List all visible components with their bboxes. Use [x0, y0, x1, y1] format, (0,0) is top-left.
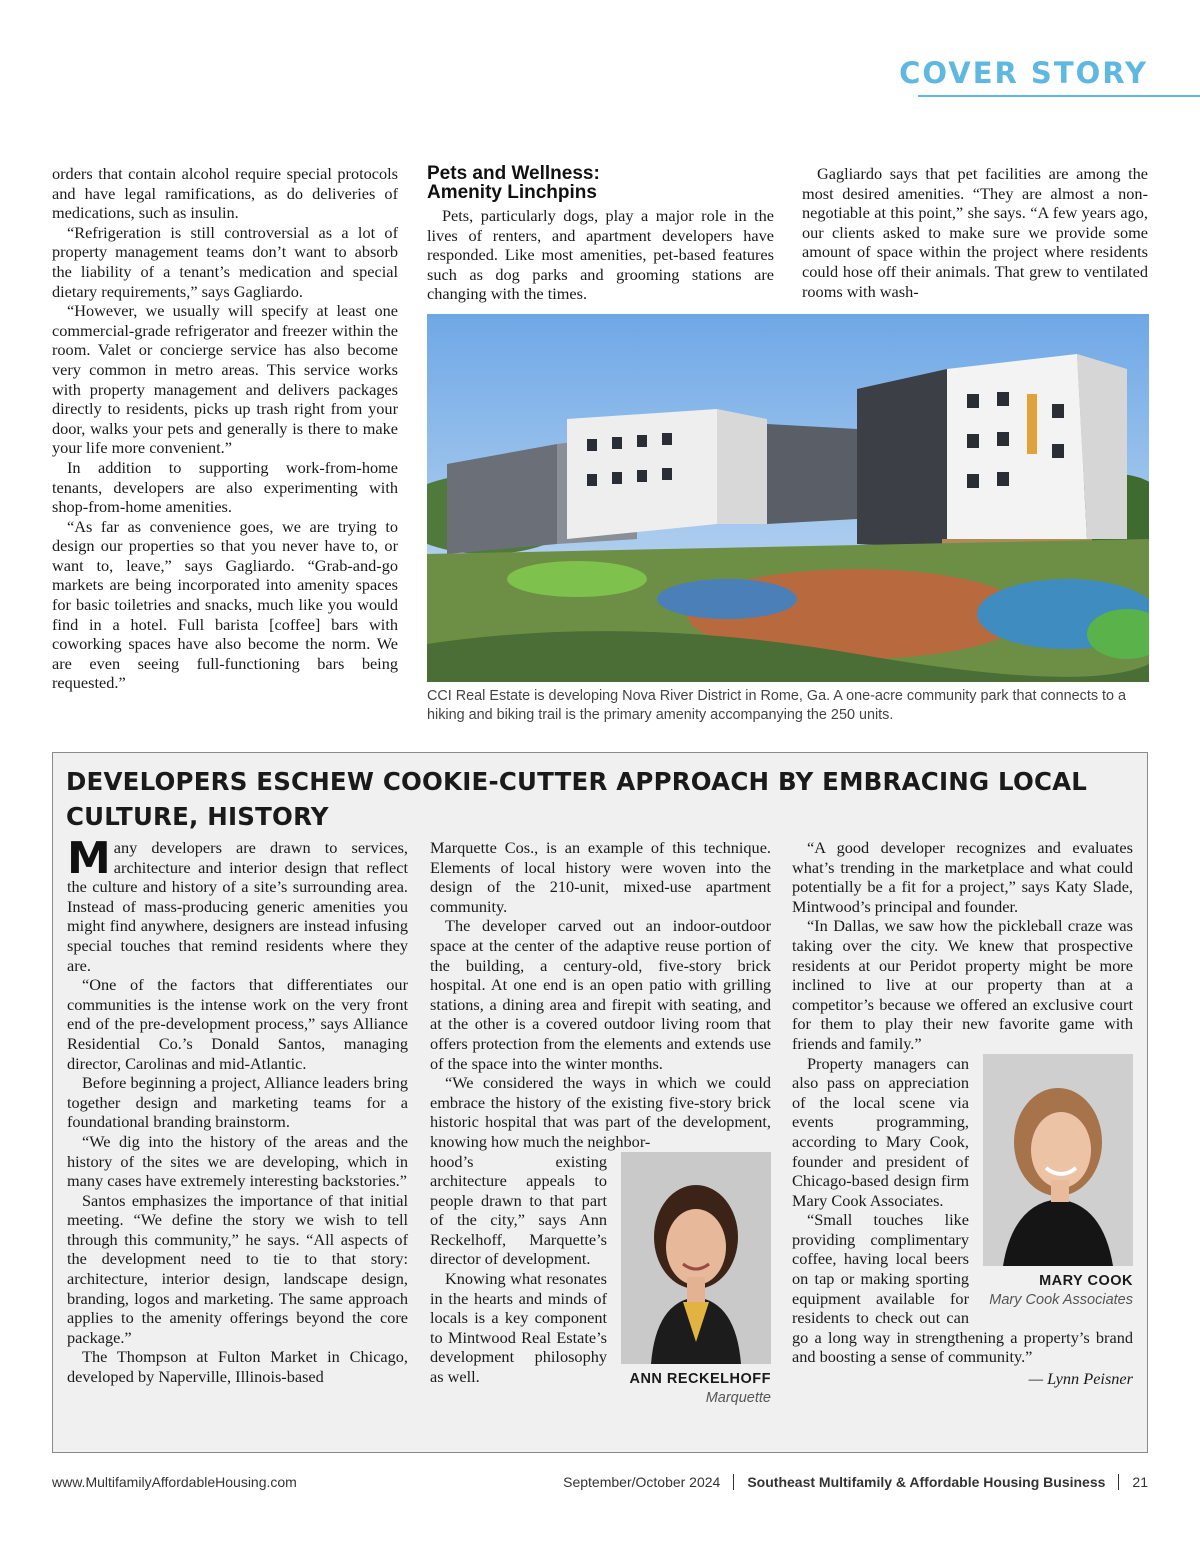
paragraph: “In Dallas, we saw how the pickleball craze was taking over the city. We knew that prospective residents at our Peridot property might be more inclined to live at our property than at a competitor’s because we offered an exclusive court for them to play their new favorite game with friends and family.” — [792, 916, 1133, 1053]
portrait-ann-reckelhoff — [621, 1152, 771, 1408]
paragraph: Pets, particularly dogs, play a major role in the lives of renters, and apartment developers have responded. Like most amenities, pet-based features such as dog parks and grooming stations are changing with the times. — [427, 206, 774, 304]
paragraph: “Small touches like providing complimentary coffee, having local beers on tap or making sporting equipment available for residents to check out can go a long way in strengthening a property’s brand and boosting a sense of community.” — [792, 1210, 1133, 1367]
paragraph: “A good developer recognizes and evaluates what’s trending in the marketplace and what could potentially be a fit for a project,” says Katy Slade, Mintwood’s principal and founder. — [792, 838, 1133, 916]
paragraph: “However, we usually will specify at least one commercial-grade refrigerator and freezer within the room. Valet or concierge service has also become very common in metro areas. This service works with property management and delivers packages directly to residents, picks up trash right from your door, walks your pets and generally is there to make your life more convenient.” — [52, 301, 398, 458]
paragraph: Santos emphasizes the importance of that initial meeting. “We define the story we wish to tell through this community,” he says. “All aspects of the development need to tie to that story: architecture, interior design, landscape design, branding, logos and marketing. The same approach applies to the amenity offerings beyond the core package.” — [67, 1190, 408, 1347]
article-column-2 — [427, 164, 774, 304]
paragraph: Gagliardo says that pet facilities are among the most desired amenities. “They are almost a non-negotiable at this point,” she says. “A few years ago, our clients asked to make sure we provide some amount of space within the project where residents could hose off their animals. That grew to ventilated rooms with wash- — [802, 164, 1148, 301]
paragraph: The Thompson at Fulton Market in Chicago, developed by Naperville, Illinois-based — [67, 1347, 408, 1387]
paragraph: In addition to supporting work-from-home tenants, developers are also experimenting with shop-from-home amenities. — [52, 457, 398, 517]
portrait-affiliation: Marquette — [705, 1389, 771, 1406]
paragraph — [67, 833, 408, 975]
paragraph: Marquette Cos., is an example of this technique. Elements of local history were woven into the design of the 210-unit, mixed-use apartment community. — [430, 838, 771, 916]
footer-issue: September/October 2024 — [563, 1474, 721, 1490]
paragraph: The developer carved out an indoor-outdoor space at the center of the adaptive reuse portion of the building, a century-old, five-story brick hospital. At one end is an open patio with grilling stations, a dining area and firepit with seating, and at the other is a covered outdoor living room that offers protection from the elements and extends use of the space into the winter months. — [430, 916, 771, 1073]
byline: — Lynn Peisner — [1028, 1369, 1133, 1389]
subhead-line: Amenity Linchpins — [427, 182, 597, 203]
paragraph: Knowing what resonates in the hearts and minds of locals is a key component to Mintwood Real Estate’s development philosophy as well. — [430, 1269, 607, 1387]
development-rendering-photo — [427, 314, 1149, 682]
footer-divider — [733, 1474, 734, 1490]
sidebar-column-2 — [430, 838, 771, 1410]
paragraph: “We considered the ways in which we could embrace the history of the existing five-story brick historic hospital that was part of the development, knowing how much the neighbor- — [430, 1073, 771, 1151]
paragraph: orders that contain alcohol require special protocols and have legal ramifications, as do deliveries of medications, such as insulin. — [52, 164, 398, 223]
paragraph: “Refrigeration is still controversial as a lot of property management teams don’t want to absorb the liability of a tenant’s medication and special dietary requirements,” says Gagliardo. — [52, 222, 398, 301]
footer-url[interactable]: www.MultifamilyAffordableHousing.com — [52, 1474, 297, 1490]
page-number: 21 — [1132, 1474, 1148, 1490]
sidebar-column-3 — [792, 838, 1133, 1389]
portrait-name: MARY COOK — [1039, 1272, 1133, 1289]
article-column-1 — [52, 164, 398, 693]
subhead — [427, 164, 774, 202]
footer-divider — [1118, 1474, 1119, 1490]
portrait-affiliation: Mary Cook Associates — [989, 1291, 1133, 1308]
portrait-name: ANN RECKELHOFF — [629, 1370, 771, 1387]
sidebar-headline: DEVELOPERS ESCHEW COOKIE-CUTTER APPROACH BY EMBRACING LOCAL CULTURE, HISTORY — [66, 767, 1088, 831]
subhead-line: Pets and Wellness: — [427, 163, 600, 184]
portrait-photo — [621, 1152, 771, 1364]
photo-caption: CCI Real Estate is developing Nova River District in Rome, Ga. A one-acre community park that connects to a hiking and biking trail is the primary amenity accompanying the 250 units. — [427, 688, 1127, 723]
paragraph-text: any developers are drawn to services, architecture and interior design that reflect the culture and history of a site’s surrounding area. Instead of mass-producing generic amenities you might find anywhere, designers are instead infusing special touches that remind residents where they are. — [67, 838, 408, 975]
drop-cap: M — [67, 833, 111, 884]
article-column-3 — [802, 164, 1148, 301]
section-rule — [918, 95, 1200, 97]
paragraph: “As far as convenience goes, we are trying to design our properties so that you never have to, or want to, leave,” says Gagliardo. “Grab-and-go markets are being incorporated into amenity spaces for basic toiletries and snacks, much like you would find in a hotel. Full barista [coffee] bars with coworking spaces have also become the norm. We are even seeing full-functioning bars being requested.” — [52, 516, 398, 693]
footer-publication: Southeast Multifamily & Affordable Housing Business — [747, 1474, 1106, 1490]
paragraph: “One of the factors that differentiates our communities is the intense work on the very front end of the pre-development process,” says Alliance Residential Co.’s Donald Santos, managing director, Carolinas and mid-Atlantic. — [67, 975, 408, 1073]
portrait-photo — [983, 1054, 1133, 1266]
paragraph: Before beginning a project, Alliance leaders bring together design and marketing teams for a foundational branding brainstorm. — [67, 1073, 408, 1132]
paragraph: “We dig into the history of the areas and the history of the sites we are developing, which in many cases have extremely interesting backstories.” — [67, 1131, 408, 1191]
sidebar-column-1 — [67, 833, 408, 1387]
footer-info — [563, 1474, 1148, 1490]
paragraph: hood’s existing architecture appeals to people drawn to that part of the city,” says Ann Reckelhoff, Marquette’s director of development. — [430, 1151, 607, 1269]
paragraph: Property managers can also pass on appreciation of the local scene via events programming, according to Mary Cook, founder and president of Chicago-based design firm Mary Cook Associates. — [792, 1053, 969, 1210]
section-tag: COVER STORY — [899, 56, 1148, 90]
portrait-mary-cook — [983, 1054, 1133, 1310]
